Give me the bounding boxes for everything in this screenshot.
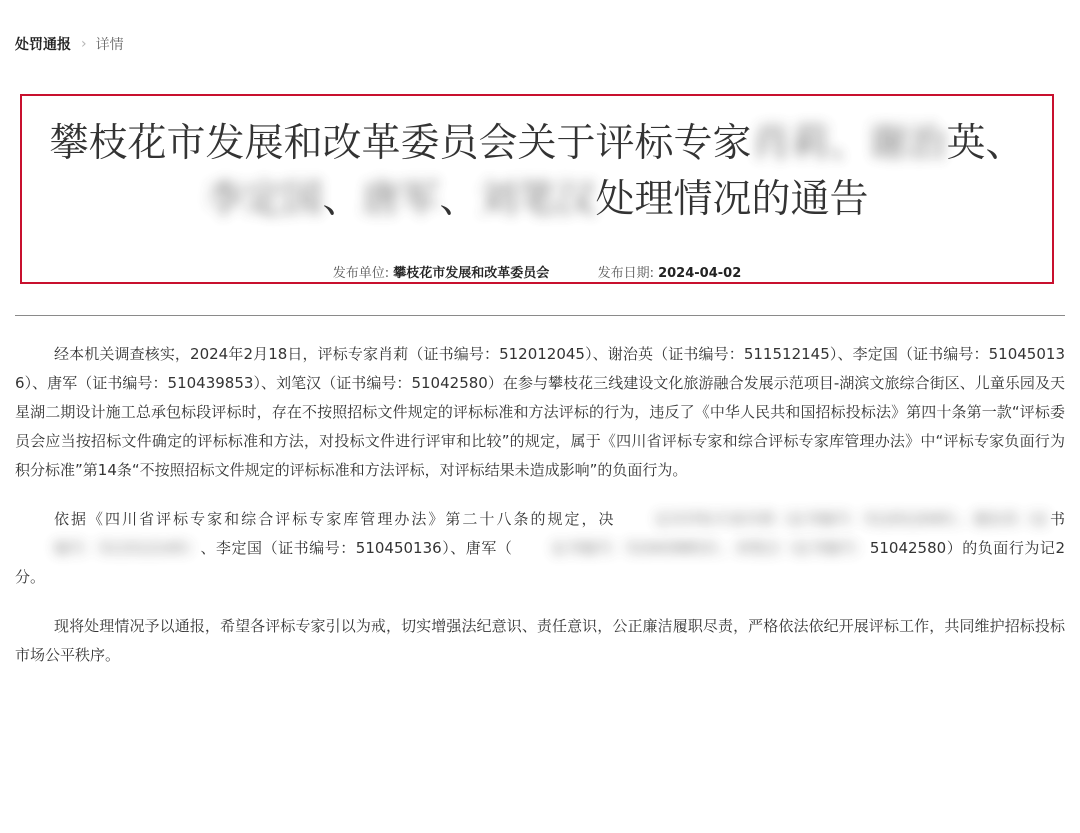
- paragraph-text: 书: [1047, 510, 1065, 528]
- breadcrumb-link-penalty-notice[interactable]: 处罚通报: [15, 37, 71, 53]
- title-text: 攀枝花市发展和改革委员会关于评标专家: [49, 121, 752, 166]
- body-paragraph: 现将处理情况予以通报，希望各评标专家引以为戒，切实增强法纪意识、责任意识，公正廉洁履职尽责，严格依法依纪开展评标工作，共同维护招标投标市场公平秩序。: [15, 617, 1065, 664]
- title-redacted-name: 唐军: [361, 177, 440, 222]
- redacted-text: 定对评标专家肖莉（证书编号：512012045）、谢治英（证: [654, 510, 1048, 528]
- body-paragraph: [15, 505, 1065, 592]
- title-text: 英、: [946, 121, 1025, 166]
- title-text: 、: [439, 177, 479, 222]
- title-redacted-names: 肖莉、谢治: [751, 121, 947, 166]
- article-meta: [22, 262, 1052, 281]
- title-text: 处理情况的通告: [595, 177, 869, 222]
- article-body: [15, 340, 1065, 683]
- title-text: 、: [322, 177, 362, 222]
- article-header: [20, 94, 1054, 284]
- chevron-right-icon: ›: [81, 36, 87, 52]
- publisher-value: 攀枝花市发展和改革委员会: [393, 266, 550, 281]
- paragraph-text: 依据《四川省评标专家和综合评标专家库管理办法》第二十八条的规定，决: [54, 510, 616, 528]
- divider: [15, 315, 1065, 316]
- title-redacted-name: 李定国: [205, 177, 323, 222]
- page-title: [32, 116, 1042, 228]
- body-paragraph: 经本机关调查核实，2024年2月18日，评标专家肖莉（证书编号：512012045）、谢治英（证书编号：511512145）、李定国（证书编号：510450136）、唐军（证书编号：510439853）、刘笔汉（证书编号：51042580）在参与攀枝花三线建设文化旅游融合发展示范项目-湖滨文旅综合街区、儿童乐园及天星湖二期设计施工总承包标段评标时，存在不按照招标文件规定的评标标准和方法评标的行为，违反了《中华人民共和国招标投标法》第四十条第一款“评标委员会应当按招标文件确定的评标标准和方法，对投标文件进行评审和比较”的规定，属于《四川省评标专家和综合评标专家库管理办法》中“评标专家负面行为积分标准”第14条“不按照招标文件规定的评标标准和方法评标，对评标结果未造成影响”的负面行为。: [15, 345, 1065, 479]
- paragraph-text: 、李定国（证书编号：510450136）、唐军（: [199, 539, 513, 557]
- paragraph-text: 51042580）的负面行为记2分。: [15, 539, 1065, 586]
- breadcrumb: [15, 33, 124, 55]
- redacted-text: 编号：511512145）: [54, 539, 200, 557]
- publisher-label: 发布单位:: [332, 266, 390, 281]
- date-label: 发布日期:: [597, 266, 654, 281]
- redacted-text: 证书编号：510439853）、刘笔汉（证书编号：: [551, 539, 870, 557]
- title-redacted-name: 刘笔汉: [478, 177, 596, 222]
- publish-date: 2024-04-02: [658, 266, 742, 281]
- breadcrumb-current: 详情: [95, 37, 124, 53]
